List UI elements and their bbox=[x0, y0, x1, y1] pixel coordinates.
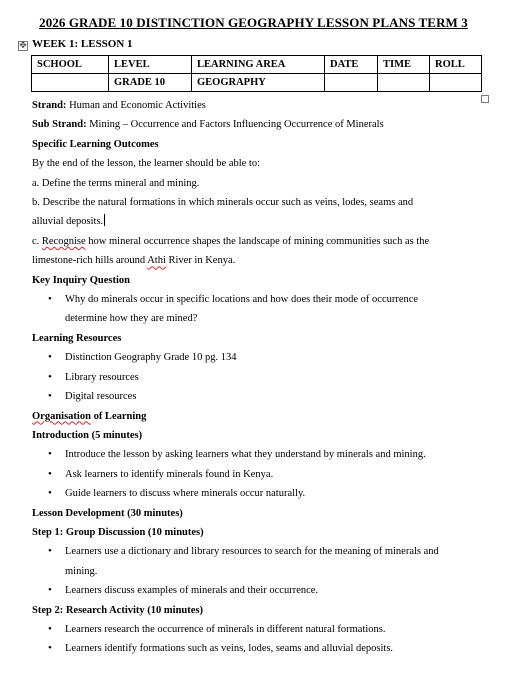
table-header-date[interactable]: DATE bbox=[325, 56, 378, 74]
resources-list bbox=[32, 348, 472, 406]
table-cell-roll[interactable] bbox=[430, 74, 482, 92]
list-item: • Learners identify formations such as veins, lodes, seams and alluvial deposits. bbox=[32, 639, 472, 658]
list-item: • Guide learners to discuss where minerals occur naturally. bbox=[32, 484, 472, 503]
strand-value: Human and Economic Activities bbox=[66, 100, 206, 111]
spelling-flag-recognise[interactable]: Recognise bbox=[41, 235, 86, 247]
organisation-rest: of Learning bbox=[90, 410, 147, 422]
table-header-row bbox=[32, 56, 482, 74]
table-resize-handle-icon[interactable] bbox=[481, 95, 489, 103]
step2-list bbox=[32, 620, 472, 659]
outcome-c-prefix: c. bbox=[32, 235, 42, 247]
list-item bbox=[32, 290, 472, 329]
outcome-a: a. Define the terms mineral and mining. bbox=[32, 177, 200, 189]
inquiry-line1: Why do minerals occur in specific locations and how does their mode of occurrence bbox=[65, 294, 419, 306]
inquiry-heading: Key Inquiry Question bbox=[32, 274, 131, 286]
inquiry-line2: determine how they are mined? bbox=[65, 313, 198, 325]
spelling-flag-organisation[interactable]: Organisation bbox=[32, 410, 91, 422]
step1-list bbox=[32, 542, 472, 600]
outcome-c-line2-pre: limestone-rich hills around bbox=[32, 255, 148, 267]
outcomes-intro: By the end of the lesson, the learner should be able to: bbox=[32, 158, 261, 170]
list-item: • Introduce the lesson by asking learners what they understand by minerals and mining. bbox=[32, 445, 472, 464]
outcome-b-line1: b. Describe the natural formations in which minerals occur such as veins, lodes, seams and bbox=[32, 197, 414, 209]
week-lesson-heading: WEEK 1: LESSON 1 bbox=[32, 38, 133, 50]
sub-strand-line bbox=[32, 115, 472, 134]
table-row bbox=[32, 74, 482, 92]
table-move-handle-icon[interactable]: ✥ bbox=[19, 41, 27, 51]
list-item: • Digital resources bbox=[32, 387, 472, 406]
step1-heading: Step 1: Group Discussion (10 minutes) bbox=[32, 526, 204, 538]
table-cell-level[interactable]: GRADE 10 bbox=[109, 74, 192, 92]
sub-strand-label: Sub Strand: bbox=[32, 119, 87, 131]
outcome-c-line2-post: River in Kenya. bbox=[165, 255, 236, 267]
inquiry-list bbox=[32, 290, 472, 329]
outcome-b-line2[interactable] bbox=[32, 212, 472, 231]
list-item: • Learners discuss examples of minerals and their occurrence. bbox=[32, 581, 472, 600]
spelling-flag-athi[interactable]: Athi bbox=[147, 255, 166, 267]
step2-heading: Step 2: Research Activity (10 minutes) bbox=[32, 604, 203, 616]
list-item: • Distinction Geography Grade 10 pg. 134 bbox=[32, 348, 472, 367]
sub-strand-value: Mining – Occurrence and Factors Influencing Occurrence of Minerals bbox=[86, 119, 384, 131]
document-title: 2026 GRADE 10 DISTINCTION GEOGRAPHY LESSON PLANS TERM 3 bbox=[39, 15, 468, 30]
step1-item1-line1: Learners use a dictionary and library resources to search for the meaning of minerals and bbox=[65, 546, 439, 558]
lesson-info-table bbox=[31, 55, 482, 92]
list-item: • Ask learners to identify minerals found in Kenya. bbox=[32, 465, 472, 484]
list-item: • Library resources bbox=[32, 368, 472, 387]
table-cell-time[interactable] bbox=[378, 74, 430, 92]
table-header-learning-area[interactable]: LEARNING AREA bbox=[192, 56, 325, 74]
organisation-heading bbox=[32, 407, 472, 426]
table-header-time[interactable]: TIME bbox=[378, 56, 430, 74]
list-item bbox=[32, 542, 472, 581]
table-header-school[interactable]: SCHOOL bbox=[32, 56, 109, 74]
step1-item1-line2: mining. bbox=[65, 565, 98, 577]
introduction-list bbox=[32, 445, 472, 503]
table-header-level[interactable]: LEVEL bbox=[109, 56, 192, 74]
development-heading: Lesson Development (30 minutes) bbox=[32, 507, 183, 519]
outcomes-heading: Specific Learning Outcomes bbox=[32, 138, 159, 150]
outcome-c-text: how mineral occurrence shapes the landscape of mining communities such as the bbox=[85, 235, 430, 247]
strand-label: Strand: bbox=[32, 100, 67, 111]
table-header-roll[interactable]: ROLL bbox=[430, 56, 482, 74]
list-item: • Learners research the occurrence of minerals in different natural formations. bbox=[32, 620, 472, 639]
lesson-body bbox=[32, 96, 472, 659]
outcome-c-line1 bbox=[32, 232, 472, 251]
resources-heading: Learning Resources bbox=[32, 332, 122, 344]
outcome-c-line2 bbox=[32, 251, 472, 270]
strand-line bbox=[32, 96, 472, 115]
text-cursor bbox=[104, 214, 105, 226]
table-cell-school[interactable] bbox=[32, 74, 109, 92]
table-cell-date[interactable] bbox=[325, 74, 378, 92]
outcome-b-text: alluvial deposits. bbox=[32, 216, 104, 228]
table-cell-learning-area[interactable]: GEOGRAPHY bbox=[192, 74, 325, 92]
introduction-heading: Introduction (5 minutes) bbox=[32, 429, 143, 441]
